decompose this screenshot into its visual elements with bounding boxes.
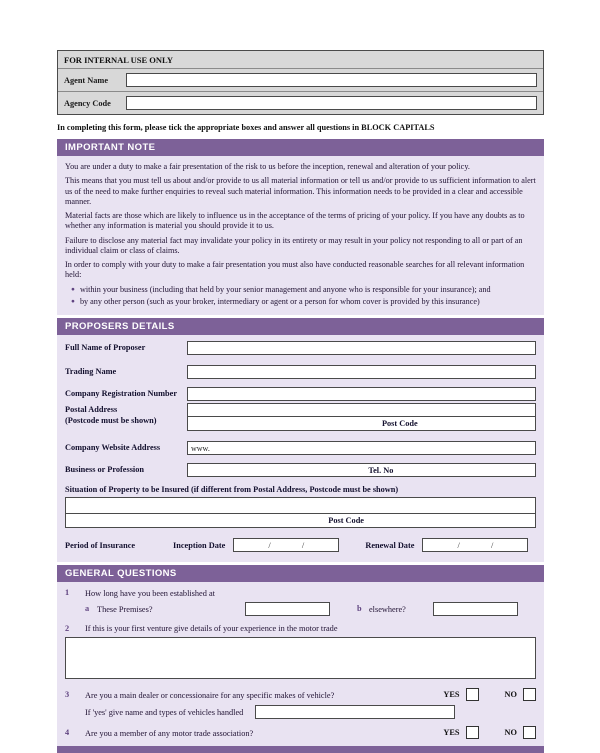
company-registration-input[interactable] (187, 387, 536, 401)
tel-no-label: Tel. No (368, 465, 394, 475)
internal-use-title: FOR INTERNAL USE ONLY (58, 51, 543, 69)
question-4-no-label: NO (504, 728, 517, 738)
question-1b-label: elsewhere? (369, 604, 406, 614)
important-note-body (57, 156, 544, 315)
question-4-yes-label: YES (443, 728, 460, 738)
website-label: Company Website Address (65, 443, 161, 453)
question-1-number: 1 (65, 588, 70, 598)
full-name-row (65, 341, 536, 355)
agency-code-label: Agency Code (64, 98, 111, 108)
question-3-no-checkbox[interactable] (523, 688, 536, 701)
agency-code-input[interactable] (126, 96, 537, 110)
company-registration-label: Company Registration Number (65, 389, 178, 399)
note-paragraph-1: You are under a duty to make a fair presentation of the risk to us before the inception, renewal and alteration of your policy. (65, 162, 470, 171)
business-profession-row (65, 463, 536, 477)
question-3-text: Are you a main dealer or concessionaire for any specific makes of vehicle? (85, 690, 335, 700)
question-4-text: Are you a member of any motor trade association? (85, 728, 254, 738)
question-2-text: If this is your first venture give details of your experience in the motor trade (85, 624, 338, 634)
postcode-must-be-shown-note: (Postcode must be shown) (65, 415, 157, 425)
question-4-row (65, 726, 536, 739)
proposers-details-header: PROPOSERS DETAILS (57, 318, 544, 335)
website-row (65, 441, 536, 455)
postal-address-label-line1: Postal Address (65, 405, 118, 415)
www-prefix: www. (191, 443, 210, 453)
question-1b-letter: b (357, 604, 362, 614)
renewal-date-label: Renewal Date (365, 540, 415, 550)
note-paragraph-4: Failure to disclose any material fact may invalidate your policy in its entirety or may result in your policy not responding to all or part of an individual claim or class of claims. (65, 235, 523, 255)
general-questions-body (57, 582, 544, 746)
postal-postcode-input[interactable] (187, 417, 536, 431)
date-slash: / (490, 540, 494, 551)
proposers-details-body (57, 335, 544, 562)
question-3-followup-label: If 'yes' give name and types of vehicles handled (85, 708, 244, 718)
note-bullet-2-text: by any other person (such as your broker, intermediary or agent or a person for whom cover is provided by this insurance) (79, 296, 480, 306)
note-paragraph-2: This means that you must tell us about and/or provide to us all material information or tell us and/or provide to us sufficient information to alert us of the need to make further enquiries to reveal such material information. This information needs to be provided in a clear and accessible manner. (65, 176, 536, 206)
agent-name-label: Agent Name (64, 75, 109, 85)
these-premises-input[interactable] (245, 602, 330, 616)
trading-name-label: Trading Name (65, 367, 117, 377)
agency-code-row (58, 92, 543, 114)
postal-address-fields (187, 403, 536, 431)
situation-of-property-label: Situation of Property to be Insured (if different from Postal Address, Postcode must be shown) (65, 485, 399, 495)
important-note-header: IMPORTANT NOTE (57, 139, 544, 156)
note-bullet-2 (65, 297, 536, 307)
question-2-answer-box[interactable] (65, 637, 536, 679)
note-paragraph-3: Material facts are those which are likely to influence us in the acceptance of the terms of pricing of your policy. If you have any doubts as to whether any information is material you should provide it to us. (65, 211, 525, 231)
question-3-no-label: NO (504, 690, 517, 700)
question-3-yes-label: YES (443, 690, 460, 700)
question-3-number: 3 (65, 690, 70, 700)
agent-name-row (58, 69, 543, 92)
postal-address-input[interactable] (187, 403, 536, 417)
block-capitals-instruction: In completing this form, please tick the appropriate boxes and answer all questions in BLOCK CAPITALS (57, 123, 435, 132)
full-name-label: Full Name of Proposer (65, 343, 146, 353)
renewal-date-input[interactable] (422, 538, 528, 552)
date-slash: / (268, 540, 271, 551)
period-of-insurance-row (65, 538, 536, 556)
question-1-text: How long have you been established at (85, 588, 215, 598)
question-3-yes-checkbox[interactable] (466, 688, 479, 701)
inception-date-input[interactable] (233, 538, 339, 552)
question-4-yes-checkbox[interactable] (466, 726, 479, 739)
postal-address-row (65, 403, 536, 431)
trading-name-row (65, 365, 536, 379)
full-name-input[interactable] (187, 341, 536, 355)
bullet-icon: ● (71, 285, 75, 293)
note-bullet-1 (65, 285, 536, 295)
company-registration-row (65, 387, 536, 401)
question-2-row (65, 624, 536, 634)
date-slash: / (301, 540, 305, 551)
question-1a-letter: a (85, 604, 90, 614)
next-section-header-cutoff (57, 746, 544, 753)
postal-address-label (65, 403, 187, 426)
situation-postcode-input[interactable] (65, 514, 536, 528)
question-3-followup-row (85, 705, 536, 719)
general-questions-header: GENERAL QUESTIONS (57, 565, 544, 582)
vehicles-handled-input[interactable] (255, 705, 455, 719)
period-of-insurance-label: Period of Insurance (65, 540, 136, 550)
question-1-answers-row (85, 602, 536, 616)
post-code-label: Post Code (381, 419, 418, 429)
agent-name-input[interactable] (126, 73, 537, 87)
situation-address-input[interactable] (65, 497, 536, 514)
website-input[interactable] (187, 441, 536, 455)
internal-use-box (57, 50, 544, 115)
date-slash: / (457, 540, 460, 551)
note-bullet-1-text: within your business (including that held by your senior management and anyone who is responsible for your insurance); and (79, 284, 491, 294)
post-code-label: Post Code (328, 516, 364, 526)
note-paragraph-5: In order to comply with your duty to make a fair presentation you must also have conducted reasonable searches for all relevant information held: (65, 260, 525, 280)
question-4-number: 4 (65, 728, 70, 738)
trading-name-input[interactable] (187, 365, 536, 379)
business-profession-label: Business or Profession (65, 465, 144, 475)
business-profession-input[interactable] (187, 463, 536, 477)
question-3-row (65, 688, 536, 701)
inception-date-label: Inception Date (173, 540, 226, 550)
question-4-no-checkbox[interactable] (523, 726, 536, 739)
elsewhere-input[interactable] (433, 602, 518, 616)
question-1a-label: These Premises? (97, 604, 153, 614)
question-1-row (65, 588, 536, 598)
question-2-number: 2 (65, 623, 70, 633)
bullet-icon: ● (71, 297, 75, 305)
